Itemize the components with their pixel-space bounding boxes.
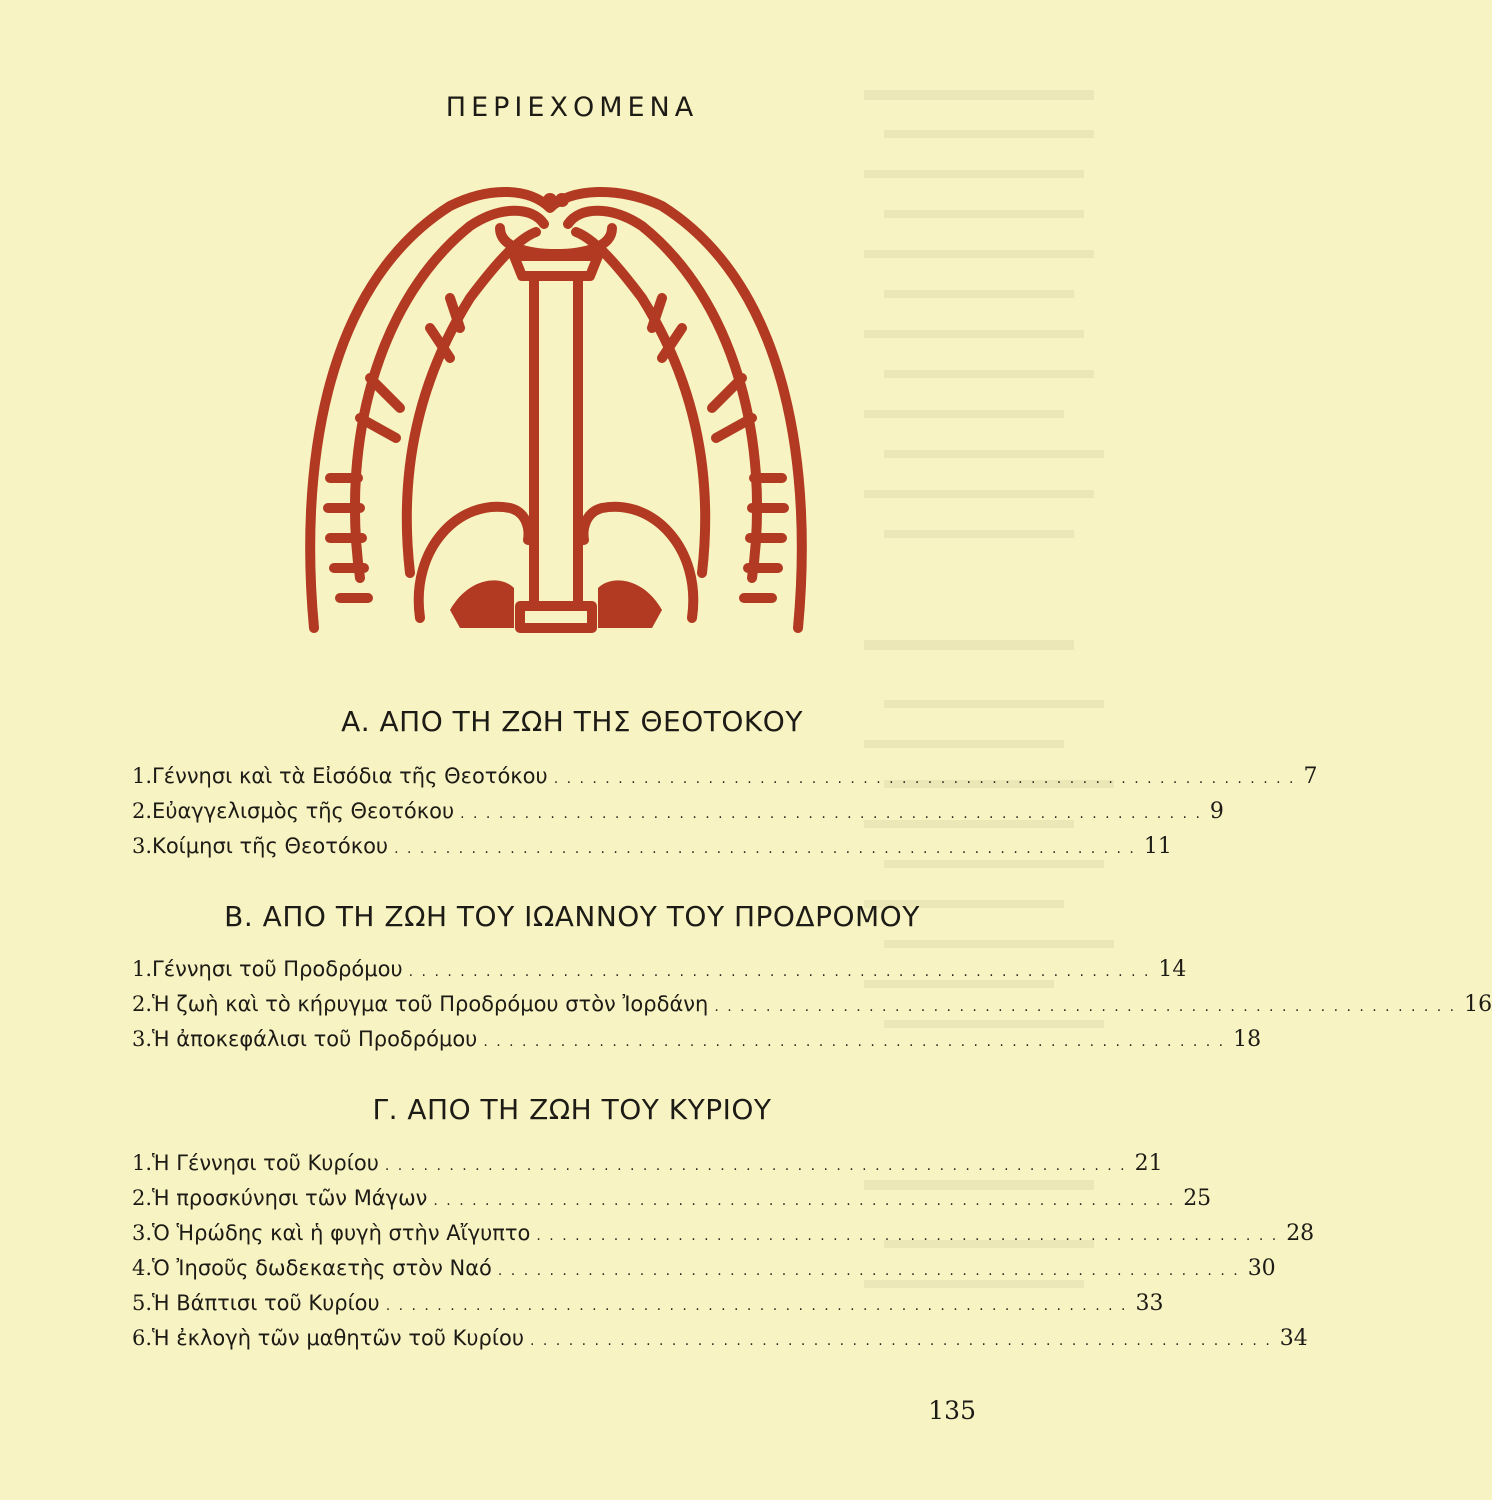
toc-entry[interactable] [132,1291,1164,1327]
entry-number: 5. [132,1291,153,1315]
toc-entry[interactable] [132,799,1224,835]
entry-page-number: 34 [1279,1326,1308,1351]
entry-page-number: 18 [1233,1027,1262,1052]
toc-entry[interactable] [132,992,1492,1028]
toc-entry[interactable] [132,957,1187,993]
entry-page-number: 14 [1158,957,1187,982]
entry-title: Ὁ Ἰησοῦς δωδεκαετὴς στὸν Ναό [152,1256,492,1280]
entry-number: 3. [132,1221,153,1245]
dot-leader: . . . . . . . . . . . . . . . . . . . . . . . . . . . . . . . . . . . . . . . . . . . . . . . . . . . . . . . . . . [497,1263,1240,1279]
entry-title: Ἡ ἀποκεφάλισι τοῦ Προδρόμου [152,1027,478,1051]
toc-entry[interactable] [132,1151,1163,1187]
page-number: 135 [928,1396,976,1425]
entry-page-number: 7 [1303,764,1318,789]
entry-page-number: 25 [1183,1186,1212,1211]
entry-number: 1. [132,957,153,981]
entry-page-number: 33 [1135,1291,1164,1316]
toc-entry[interactable] [132,1326,1308,1362]
section-heading: Α. ΑΠΟ ΤΗ ΖΩΗ ΤΗΣ ΘΕΟΤΟΚΟΥ [341,705,803,738]
entry-title: Ἡ ἐκλογὴ τῶν μαθητῶν τοῦ Κυρίου [152,1326,524,1350]
dot-leader: . . . . . . . . . . . . . . . . . . . . . . . . . . . . . . . . . . . . . . . . . . . . . . . . . . . . . . . . . . [460,806,1202,822]
entry-number: 2. [132,1186,153,1210]
entry-title: Γέννησι τοῦ Προδρόμου [152,957,403,981]
entry-page-number: 11 [1143,834,1172,859]
toc-entry[interactable] [132,1221,1315,1257]
section-heading: Γ. ΑΠΟ ΤΗ ΖΩΗ ΤΟΥ ΚΥΡΙΟΥ [372,1093,772,1126]
dot-leader: . . . . . . . . . . . . . . . . . . . . . . . . . . . . . . . . . . . . . . . . . . . . . . . . . . . . . . . . . . [553,771,1296,787]
entry-number: 1. [132,1151,153,1175]
toc-entry[interactable] [132,834,1172,870]
toc-entry[interactable] [132,1256,1276,1292]
entry-number: 1. [132,764,153,788]
entry-title: Ἡ Βάπτισι τοῦ Κυρίου [152,1291,380,1315]
entry-page-number: 21 [1134,1151,1163,1176]
entry-number: 3. [132,834,153,858]
entry-title: Εὐαγγελισμὸς τῆς Θεοτόκου [152,799,455,823]
dot-leader: . . . . . . . . . . . . . . . . . . . . . . . . . . . . . . . . . . . . . . . . . . . . . . . . . . . . . . . . . . [394,841,1136,857]
dot-leader: . . . . . . . . . . . . . . . . . . . . . . . . . . . . . . . . . . . . . . . . . . . . . . . . . . . . . . . . . . [433,1193,1176,1209]
entry-number: 2. [132,799,153,823]
entry-page-number: 28 [1286,1221,1315,1246]
section-heading: Β. ΑΠΟ ΤΗ ΖΩΗ ΤΟΥ ΙΩΑΝΝΟΥ ΤΟΥ ΠΡΟΔΡΟΜΟΥ [224,900,920,933]
dot-leader: . . . . . . . . . . . . . . . . . . . . . . . . . . . . . . . . . . . . . . . . . . . . . . . . . . . . . . . . . . [536,1228,1279,1244]
entry-title: Ἡ ζωὴ καὶ τὸ κήρυγμα τοῦ Προδρόμου στὸν Ἰορδάνη [152,992,709,1016]
entry-number: 3. [132,1027,153,1051]
peacocks-and-column-emblem-icon [300,178,812,640]
entry-page-number: 16 [1464,992,1492,1017]
entry-title: Ἡ Γέννησι τοῦ Κυρίου [152,1151,379,1175]
entry-page-number: 30 [1247,1256,1276,1281]
entry-title: Γέννησι καὶ τὰ Εἰσόδια τῆς Θεοτόκου [152,764,548,788]
dot-leader: . . . . . . . . . . . . . . . . . . . . . . . . . . . . . . . . . . . . . . . . . . . . . . . . . . . . . . . . . . [385,1298,1128,1314]
page-title: ΠΕΡΙΕΧΟΜΕΝΑ [445,92,699,123]
toc-entry[interactable] [132,1186,1212,1222]
dot-leader: . . . . . . . . . . . . . . . . . . . . . . . . . . . . . . . . . . . . . . . . . . . . . . . . . . . . . . . . . . [483,1034,1226,1050]
entry-title: Ἡ προσκύνησι τῶν Μάγων [152,1186,428,1210]
entry-number: 6. [132,1326,153,1350]
entry-title: Κοίμησι τῆς Θεοτόκου [152,834,389,858]
dot-leader: . . . . . . . . . . . . . . . . . . . . . . . . . . . . . . . . . . . . . . . . . . . . . . . . . . . . . . . . . . [714,999,1457,1015]
entry-page-number: 9 [1209,799,1224,824]
entry-number: 4. [132,1256,153,1280]
entry-title: Ὁ Ἡρώδης καὶ ἡ φυγὴ στὴν Αἴγυπτο [152,1221,531,1245]
dot-leader: . . . . . . . . . . . . . . . . . . . . . . . . . . . . . . . . . . . . . . . . . . . . . . . . . . . . . . . . . . [530,1333,1272,1349]
entry-number: 2. [132,992,153,1016]
toc-entry[interactable] [132,764,1318,800]
dot-leader: . . . . . . . . . . . . . . . . . . . . . . . . . . . . . . . . . . . . . . . . . . . . . . . . . . . . . . . . . . [408,964,1151,980]
toc-entry[interactable] [132,1027,1262,1063]
dot-leader: . . . . . . . . . . . . . . . . . . . . . . . . . . . . . . . . . . . . . . . . . . . . . . . . . . . . . . . . . . [384,1158,1127,1174]
